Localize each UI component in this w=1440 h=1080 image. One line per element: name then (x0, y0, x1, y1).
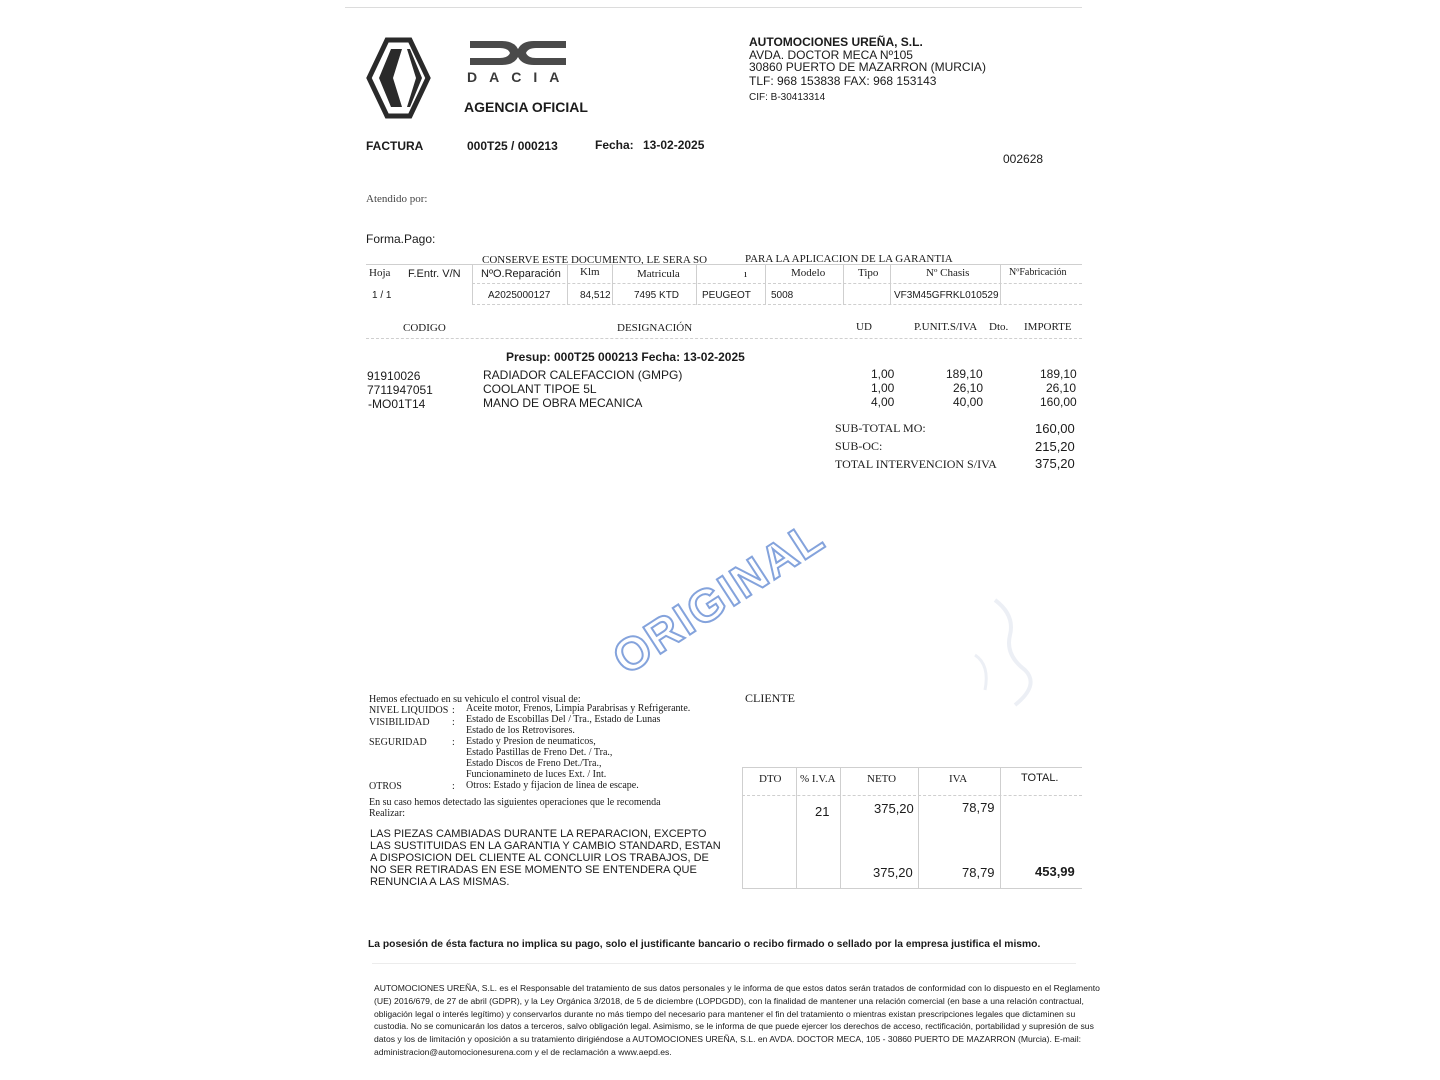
privacy-line: AUTOMOCIONES UREÑA, S.L. es el Responsable del tratamiento de sus datos personales y le informa de que estos datos serán tratados de conformidad con lo dispuesto en el Reglamento (374, 983, 1100, 993)
totals-hdr-piva: % I.V.A (800, 773, 836, 785)
totals-hdr-total: TOTAL. (1021, 772, 1059, 784)
invoice-number: 000T25 / 000213 (467, 139, 558, 153)
row-hoja: 1 / 1 (372, 290, 392, 301)
invoice-ref: 002628 (1003, 152, 1044, 166)
totals-row1-iva: 78,79 (962, 800, 995, 815)
presup-line: Presup: 000T25 000213 Fecha: 13-02-2025 (506, 350, 745, 364)
row-klm: 84,512 (580, 290, 611, 301)
row-matricula: 7495 KTD (634, 290, 680, 301)
col-tipo: Tipo (858, 267, 879, 279)
invoice-date-label: Fecha: (595, 138, 634, 152)
company-cif: CIF: B-30413314 (749, 92, 826, 103)
control-text: Funcionamineto de luces Ext. / Int. (466, 769, 607, 780)
dacia-wordmark: DACIA (467, 69, 572, 85)
lines-header-rule (366, 338, 1082, 339)
subtotal-mo-label: SUB-TOTAL MO: (835, 421, 926, 435)
row-chasis: VF3M45GFRKL010529 (894, 290, 999, 301)
totals-col (742, 767, 743, 888)
item-punit: 26,10 (953, 381, 984, 395)
atendido-label: Atendido por: (366, 193, 428, 205)
hdr-punit: P.UNIT.S/IVA (914, 321, 978, 333)
col-fabricacion: NºFabricación (1009, 267, 1067, 278)
totals-hdr-neto: NETO (867, 773, 897, 785)
warning-line: RENUNCIA A LAS MISMAS. (370, 876, 510, 888)
item-punit: 189,10 (946, 367, 983, 381)
item-importe: 26,10 (1046, 381, 1077, 395)
item-desc: RADIADOR CALEFACCION (GMPG) (483, 368, 683, 382)
control-text: Estado de los Retrovisores. (466, 725, 575, 736)
invoice-label: FACTURA (366, 139, 424, 153)
notice-left: CONSERVE ESTE DOCUMENTO, LE SERA SO (482, 254, 708, 266)
item-ud: 1,00 (871, 367, 895, 381)
item-codigo: -MO01T14 (368, 397, 426, 411)
warning-line: A DISPOSICION DEL CLIENTE AL CONCLUIR LOS TRABAJOS, DE (370, 852, 709, 864)
agency-label: AGENCIA OFICIAL (464, 99, 588, 115)
control-label: OTROS (369, 781, 402, 792)
col-nrep: NºO.Reparación (481, 268, 561, 280)
row-modelo: 5008 (771, 290, 794, 301)
privacy-line: (UE) 2016/679, de 27 de abril (GDPR), y la Ley Orgánica 3/2018, de 5 de diciembre (LOPDGDD), con la finalidad de mantener una relación comercial (en base a una relación contractual, (374, 996, 1084, 1006)
warning-line: LAS PIEZAS CAMBIADAS DURANTE LA REPARACION, EXCEPTO (370, 828, 707, 840)
notice-right: PARA LA APLICACION DE LA GARANTIA (745, 253, 953, 265)
hdr-designacion: DESIGNACIÓN (617, 322, 693, 334)
totals-row2-iva: 78,79 (962, 865, 995, 880)
subtotal-oc-value: 215,20 (1035, 439, 1075, 454)
control-text: Aceite motor, Frenos, Limpia Parabrisas y Refrigerante. (466, 703, 691, 714)
control-text: Otros: Estado y fijacion de linea de escape. (466, 780, 639, 791)
control-sep: : (452, 781, 455, 792)
cliente-label: CLIENTE (745, 691, 795, 705)
subtotal-oc-label: SUB-OC: (835, 439, 883, 453)
totals-col (918, 767, 919, 888)
vehicle-table-col (696, 265, 697, 305)
item-codigo: 91910026 (367, 369, 421, 383)
item-desc: MANO DE OBRA MECANICA (483, 396, 643, 410)
subtotal-mo-value: 160,00 (1035, 421, 1075, 436)
control-label: SEGURIDAD (369, 737, 427, 748)
renault-logo-icon (366, 37, 432, 119)
item-ud: 4,00 (871, 395, 895, 409)
row-marca: PEUGEOT (702, 290, 751, 301)
control-sep: : (452, 705, 455, 716)
company-address: AVDA. DOCTOR MECA Nº105 (749, 48, 913, 62)
hdr-codigo: CODIGO (403, 322, 446, 334)
recommend-line-1: En su caso hemos detectado las siguientes operaciones que le recomenda (369, 797, 661, 808)
total-intervencion-value: 375,20 (1035, 456, 1075, 471)
company-phone: TLF: 968 153838 FAX: 968 153143 (749, 74, 937, 88)
control-label: VISIBILIDAD (369, 717, 430, 728)
item-ud: 1,00 (871, 381, 895, 395)
totals-row1-piva: 21 (815, 804, 830, 819)
control-text: Estado y Presion de neumaticos, (466, 736, 596, 747)
warning-line: NO SER RETIRADAS EN ESE MOMENTO SE ENTENDERA QUE (370, 864, 697, 876)
warning-line: LAS SUSTITUIDAS EN LA GARANTIA Y CAMBIO STANDARD, ESTAN (370, 840, 721, 852)
privacy-rule (372, 963, 1076, 964)
vehicle-table-col (1000, 265, 1001, 305)
item-importe: 160,00 (1040, 395, 1077, 409)
totals-hdr-iva: IVA (949, 773, 968, 785)
item-codigo: 7711947051 (367, 383, 433, 397)
totals-rule-header (742, 795, 1082, 796)
original-stamp: ORIGINAL (603, 509, 834, 685)
faint-mark-icon (955, 595, 1045, 715)
vehicle-table-rule-top (366, 264, 1082, 265)
control-text: Estado Discos de Freno Det./Tra., (466, 758, 602, 769)
totals-col (1000, 767, 1001, 888)
vehicle-table-rule-bottom (472, 304, 1082, 305)
totals-grand-total: 453,99 (1035, 864, 1075, 879)
vehicle-table-col (567, 265, 568, 305)
privacy-line: administracion@automocionesurena.com y el de reclamación a www.aepd.es. (374, 1047, 672, 1057)
hdr-importe: IMPORTE (1024, 321, 1072, 333)
col-klm: Klm (580, 266, 600, 278)
recommend-line-2: Realizar: (369, 808, 406, 819)
col-hoja: Hoja (369, 267, 391, 279)
col-matricula: Matricula (637, 268, 680, 280)
control-sep: : (452, 737, 455, 748)
totals-rule-bottom (742, 888, 1082, 889)
vehicle-table-col (765, 265, 766, 305)
totals-hdr-dto: DTO (759, 773, 782, 785)
control-text: Estado de Escobillas Del / Tra., Estado de Lunas (466, 714, 661, 725)
control-text: Estado Pastillas de Freno Det. / Tra., (466, 747, 613, 758)
row-nrep: A2025000127 (488, 290, 551, 301)
item-punit: 40,00 (953, 395, 984, 409)
privacy-line: obligación legal o interés legítimo) y conservarlos durante no más tiempo del necesario para mantener el fin del tratamiento o mientras existan prescripciones legales que dictaminen su (374, 1009, 1076, 1019)
totals-col (796, 767, 797, 888)
totals-row2-neto: 375,20 (873, 865, 913, 880)
payment-notice: La posesión de ésta factura no implica su pago, solo el justificante bancario o recibo firmado o sellado por la empresa justifica el mismo. (368, 939, 1041, 950)
total-intervencion-label: TOTAL INTERVENCION S/IVA (835, 457, 997, 471)
top-rule (345, 7, 1082, 8)
privacy-line: datos y los de limitación y oposición a su tratamiento dirigiéndose a AUTOMOCIONES UREÑA, S.L. en AVDA. DOCTOR MECA, 105 - 30860 PUERTO DE MAZARRON (Murcia). E-mail: (374, 1034, 1082, 1044)
vehicle-table-col (843, 265, 844, 305)
company-name: AUTOMOCIONES UREÑA, S.L. (749, 35, 923, 49)
col-modelo: Modelo (791, 267, 826, 279)
totals-row1-neto: 375,20 (874, 801, 914, 816)
company-city: 30860 PUERTO DE MAZARRON (MURCIA) (749, 60, 986, 74)
hdr-dto: Dto. (989, 321, 1009, 333)
dacia-emblem-icon (468, 39, 568, 67)
col-chasis: Nº Chasis (926, 267, 970, 279)
forma-pago-label: Forma.Pago: (366, 232, 436, 246)
vehicle-table-col (612, 265, 613, 305)
vehicle-table-col (890, 265, 891, 305)
control-sep: : (452, 717, 455, 728)
item-desc: COOLANT TIPOE 5L (483, 382, 597, 396)
control-intro: Hemos efectuado en su vehiculo el control visual de: (369, 694, 581, 705)
totals-rule-top (742, 767, 1082, 768)
hdr-ud: UD (856, 321, 872, 333)
control-label: NIVEL LIQUIDOS (369, 705, 449, 716)
col-marca: ı (744, 268, 748, 280)
vehicle-table-col (472, 265, 473, 305)
col-fentr: F.Entr. V/N (408, 268, 461, 280)
totals-col (840, 767, 841, 888)
vehicle-table-rule-mid (472, 283, 1082, 284)
item-importe: 189,10 (1040, 367, 1077, 381)
invoice-date: 13-02-2025 (643, 138, 705, 152)
privacy-line: custodia. No se comunicarán los datos a terceros, salvo obligación legal. Asimismo, se le informa de que puede ejercer los derechos de acceso, rectificación, portabilidad y supresión de sus (374, 1021, 1094, 1031)
